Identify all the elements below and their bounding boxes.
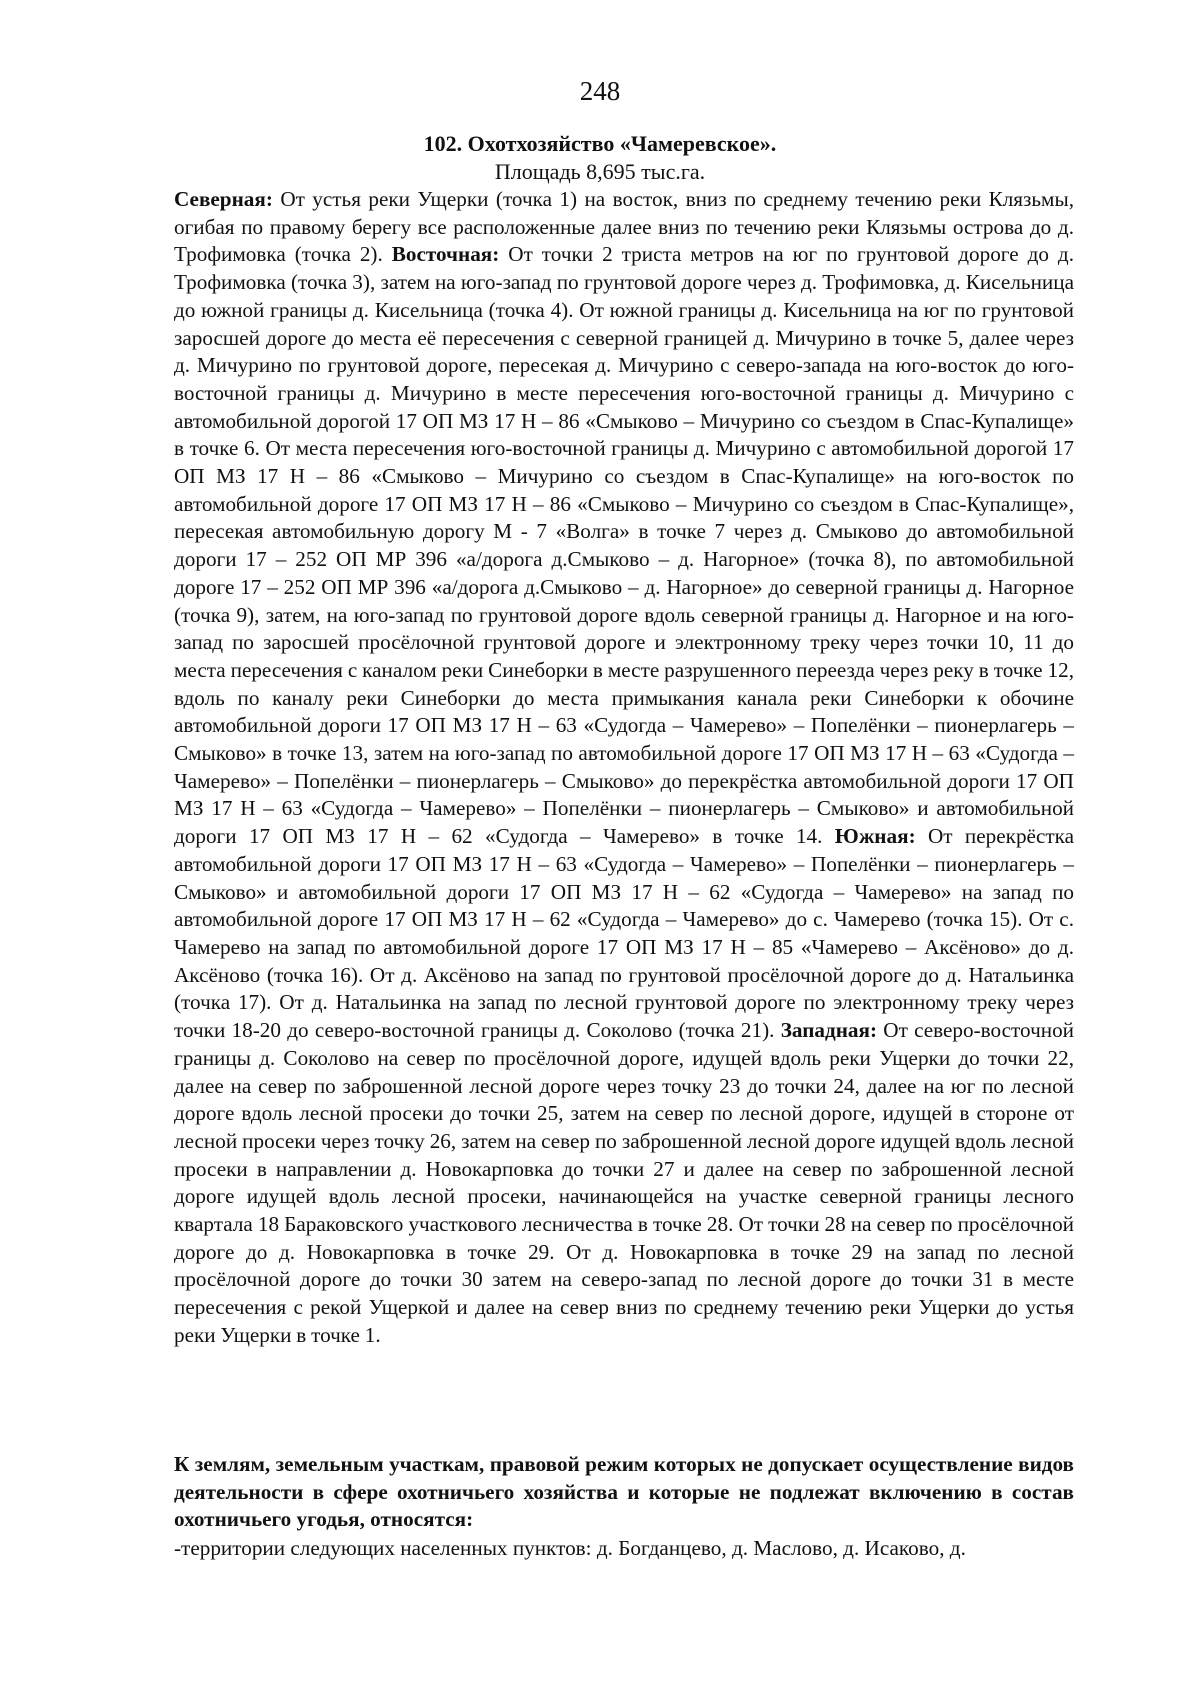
page-number: 248: [579, 76, 621, 106]
east-boundary-label: Восточная:: [391, 242, 500, 267]
west-boundary-label: Западная:: [780, 1018, 878, 1043]
west-boundary-text: От северо-восточной границы д. Соколово на север по просёлочной дороге, идущей вдоль реки Ущерки до точки 22, далее на север по заброшенной лесной дороге через точку 23 до точки 24, далее на юг по лесной дороге вдоль лесной просеки до точки 25, затем на север по лесной дороге, идущей в стороне от лесной просеки через точку 26, затем на север по заброшенной лесной дороге идущей вдоль лесной просеки в направлении д. Новокарповка до точки 27 и далее на север по заброшенной лесной дороге идущей вдоль лесной просеки, начинающейся на участке северной границы лесного квартала 18 Бараковского участкового лесничества в точке 28. От точки 28 на север по просёлочной дороге до д. Новокарповка в точке 29. От д. Новокарповка в точке 29 на запад по лесной просёлочной дороге до точки 30 затем на северо-запад по лесной дороге до точки 31 в месте пересечения с рекой Ущеркой и далее на север вниз по среднему течению реки Ущерки до устья реки Ущерки в точке 1.: [174, 1018, 1075, 1347]
north-boundary-text: От устья реки Ущерки (точка 1) на восток, вниз по среднему течению реки Клязьмы, огибая по правому берегу все расположенные далее вниз по течению реки Клязьмы острова до д. Трофимовка (точка 2).: [174, 187, 1074, 267]
south-boundary-label: Южная:: [834, 824, 916, 849]
boundary-description: [174, 186, 1074, 1350]
north-boundary-label: Северная:: [174, 187, 273, 211]
restriction-heading: К землям, земельным участкам, правовой режим которых не допускает осуществление видов деятельности в сфере охотничьего хозяйства и которые не подлежат включению в состав охотничьего угодья, относятся:: [174, 1452, 1074, 1532]
territories-list: -территории следующих населенных пунктов: д. Богданцево, д. Маслово, д. Исаково, д.: [174, 1536, 966, 1560]
east-boundary-text: От точки 2 триста метров на юг по грунтовой дороге до д. Трофимовка (точка 3), затем на юго-запад по грунтовой дороге через д. Трофимовка, д. Кисельница до южной границы д. Кисельница (точка 4). От южной границы д. Кисельница на юг по грунтовой заросшей дороге до места её пересечения с северной границей д. Мичурино в точке 5, далее через д. Мичурино по грунтовой дороге, пересекая д. Мичурино с северо-запада на юго-восток до юго-восточной границы д. Мичурино в месте пересечения юго-восточной границы д. Мичурино с автомобильной дорогой 17 ОП МЗ 17 Н – 86 «Смыково – Мичурино со съездом в Спас-Купалище» в точке 6. От места пересечения юго-восточной границы д. Мичурино с автомобильной дорогой 17 ОП МЗ 17 Н – 86 «Смыково – Мичурино со съездом в Спас-Купалище» на юго-восток по автомобильной дороге 17 ОП МЗ 17 Н – 86 «Смыково – Мичурино со съездом в Спас-Купалище», пересекая автомобильную дорогу М - 7 «Волга» в точке 7 через д. Смыково до автомобильной дороги 17 – 252 ОП МР 396 «а/дорога д.Смыково – д. Нагорное» (точка 8), по автомобильной дороге 17 – 252 ОП МР 396 «а/дорога д.Смыково – д. Нагорное» до северной границы д. Нагорное (точка 9), затем, на юго-запад по грунтовой дороге вдоль северной границы д. Нагорное и на юго-запад по заросшей просёлочной грунтовой дороге и электронному треку через точки 10, 11 до места пересечения с каналом реки Синеборки в месте разрушенного переезда через реку в точке 12, вдоль по каналу реки Синеборки до места примыкания канала реки Синеборки к обочине автомобильной дороги 17 ОП МЗ 17 Н – 63 «Судогда – Чамерево» – Попелёнки – пионерлагерь – Смыково» в точке 13, затем на юго-запад по автомобильной дороге 17 ОП МЗ 17 Н – 63 «Судогда – Чамерево» – Попелёнки – пионерлагерь – Смыково» до перекрёстка автомобильной дороги 17 ОП МЗ 17 Н – 63 «Судогда – Чамерево» – Попелёнки – пионерлагерь – Смыково» и автомобильной дороги 17 ОП МЗ 17 Н – 62 «Судогда – Чамерево» в точке 14.: [174, 242, 1074, 849]
south-boundary-text: От перекрёстка автомобильной дороги 17 ОП МЗ 17 Н – 63 «Судогда – Чамерево» – Попелёнки – пионерлагерь – Смыково» и автомобильной дороги 17 ОП МЗ 17 Н – 62 «Судогда – Чамерево» на запад по автомобильной дороге 17 ОП МЗ 17 Н – 62 «Судогда – Чамерево» до с. Чамерево (точка 15). От с. Чамерево на запад по автомобильной дороге 17 ОП МЗ 17 Н – 85 «Чамерево – Аксёново» до д. Аксёново (точка 16). От д. Аксёново на запад по грунтовой просёлочной дороге до д. Натальинка (точка 17). От д. Натальинка на запад по лесной грунтовой дороге по электронному треку через точки 18-20 до северо-восточной границы д. Соколово (точка 21).: [174, 824, 1075, 1043]
section-title: 102. Охотхозяйство «Чамеревское».: [423, 131, 777, 156]
area-line: Площадь 8,695 тыс.га.: [494, 159, 706, 184]
